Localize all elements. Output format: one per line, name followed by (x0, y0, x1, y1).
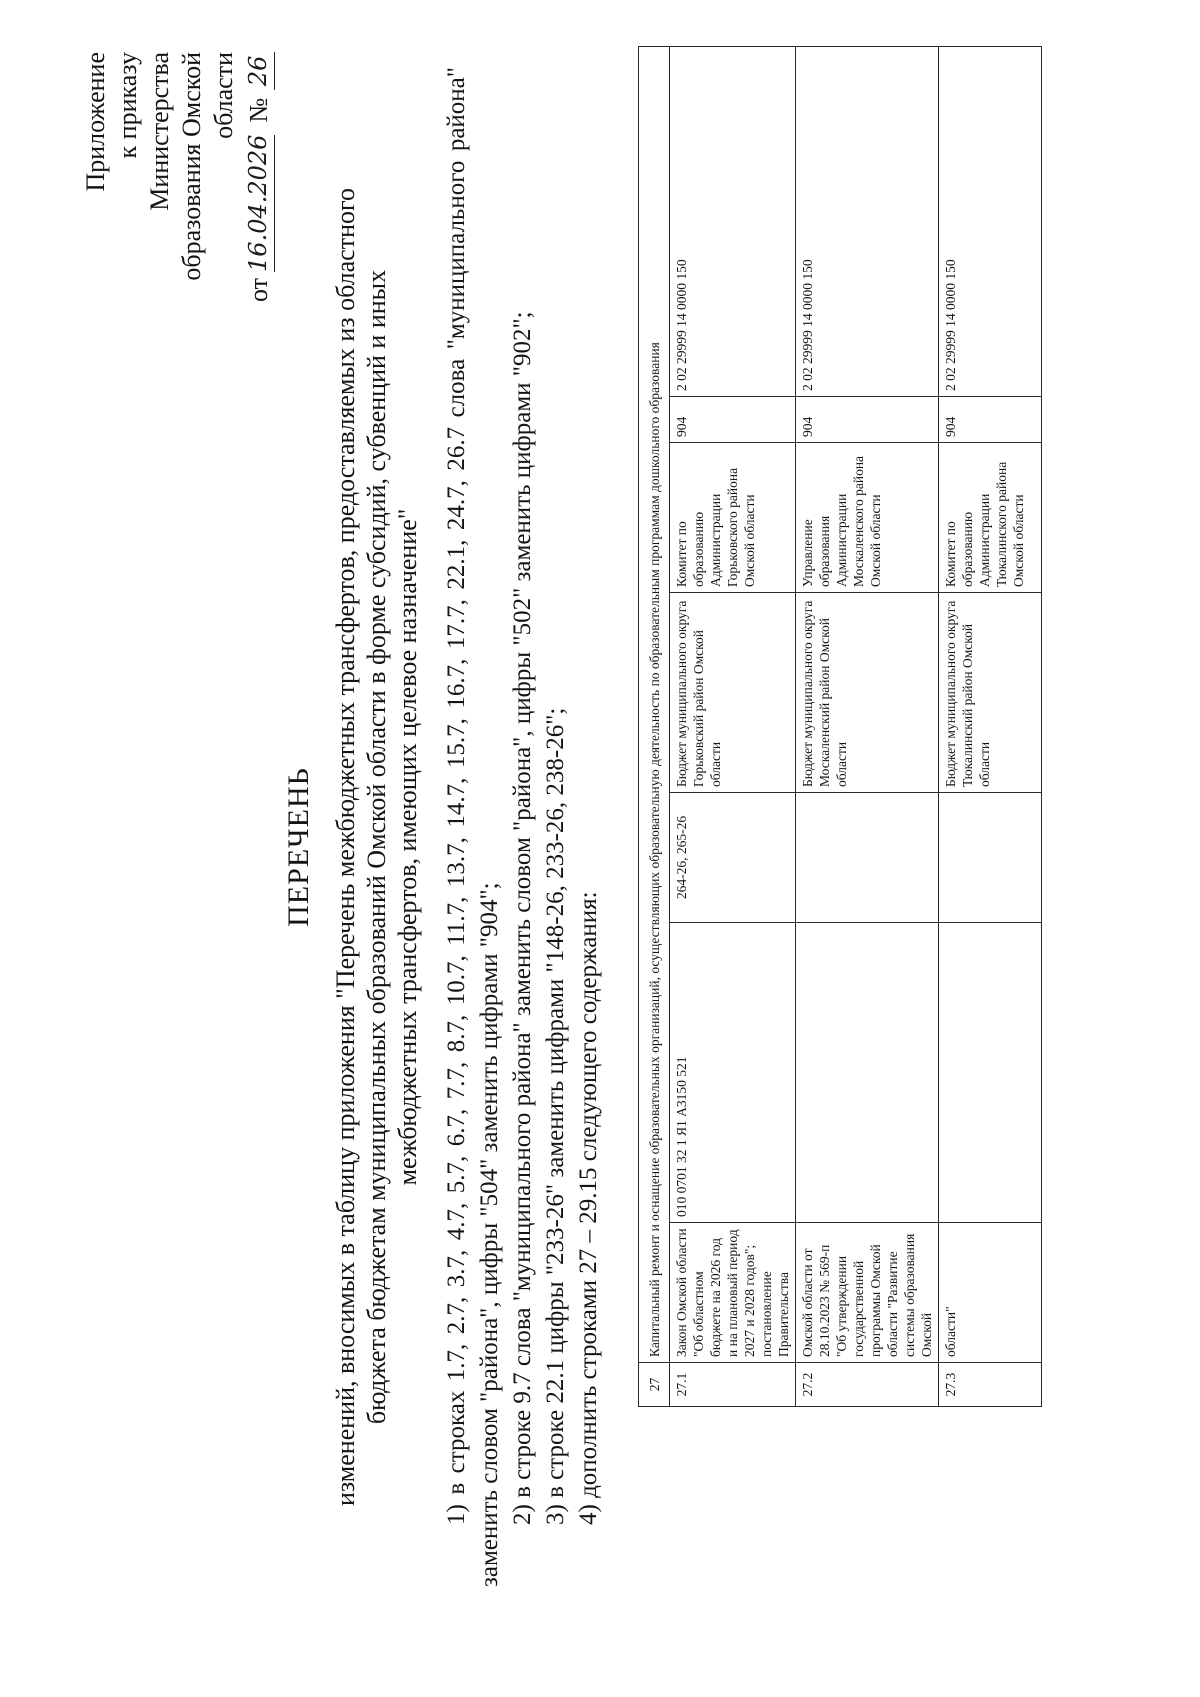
subtitle-line-2: бюджета бюджетам муниципальных образований Омской области в форме субсидий, субвенций и иных (362, 269, 391, 1425)
grbs-code: 904 (939, 397, 1042, 443)
table-section-row (639, 46, 670, 1406)
transfers-table (638, 46, 1042, 1407)
item-2: 2) в строке 9.7 слова "муниципального района" заменить словом "района", цифры "502" заменить цифрами "902"; (509, 311, 536, 1525)
handwritten-date: 16.04.2026 (242, 135, 275, 272)
administrator: Управление образования Администрации Москаленского района Омской области (796, 443, 939, 593)
document-subtitle (330, 107, 423, 1587)
change-items (440, 67, 605, 1587)
income-code: 2 02 29999 14 0000 150 (796, 46, 939, 396)
appendix-order-line: к приказу Министерства (113, 52, 174, 211)
subtitle-line-1: изменений, вносимых в таблицу приложения "Перечень межбюджетных трансфертов, предоставляемых из областного (331, 188, 360, 1507)
administrator: Комитет по образованию Администрации Горьковского района Омской области (670, 443, 796, 593)
document-title: ПЕРЕЧЕНЬ (282, 767, 315, 927)
budget-classification-code (796, 923, 939, 1223)
purpose-codes (939, 793, 1042, 923)
legal-basis: Закон Омской области "Об областном бюджете на 2026 год и на плановый период 2027 и 2028 годов"; постановление Правительства (670, 1223, 796, 1363)
item-1: 1) в строках 1.7, 2.7, 3.7, 4.7, 5.7, 6.7, 7.7, 8.7, 10.7, 11.7, 13.7, 14.7, 15.7, 16.7, 17.7, 22.1, 24.7, 26.7 слова "муниципального района" заменить словом "района", цифры "504" заменить цифрами "904"; (443, 67, 503, 1587)
handwritten-number: 26 (242, 52, 275, 90)
item-3: 3) в строке 22.1 цифры "233-26" заменить цифрами "148-26, 233-26, 238-26"; (542, 707, 569, 1525)
purpose-codes (796, 793, 939, 923)
recipient-budget: Бюджет муниципального округа Москаленский район Омской области (796, 593, 939, 793)
administrator: Комитет по образованию Администрации Тюкалинского района Омской области (939, 443, 1042, 593)
appendix-label: Приложение (81, 52, 110, 192)
table-row (939, 46, 1042, 1406)
number-label: № (244, 97, 273, 123)
section-title: Капитальный ремонт и оснащение образовательных организаций, осуществляющих образовательную деятельность по образовательным программам дошкольного образования (639, 46, 670, 1362)
order-date-number-line (242, 52, 275, 302)
table-row (796, 46, 939, 1406)
subtitle-line-3: межбюджетных трансфертов, имеющих целевое назначение" (393, 508, 422, 1186)
income-code: 2 02 29999 14 0000 150 (670, 46, 796, 396)
budget-classification-code: 010 0701 32 1 Я1 А3150 521 (670, 923, 796, 1223)
appendix-ministry-line: образования Омской области (177, 52, 238, 281)
legal-basis: Омской области от 28.10.2023 № 569-п "Об утверждении государственной программы Омской области "Развитие системы образования Омской (796, 1223, 939, 1363)
purpose-codes: 264-26, 265-26 (670, 793, 796, 923)
section-number: 27 (639, 1363, 670, 1407)
grbs-code: 904 (670, 397, 796, 443)
income-code: 2 02 29999 14 0000 150 (939, 46, 1042, 396)
budget-classification-code (939, 923, 1042, 1223)
row-number: 27.2 (796, 1363, 939, 1407)
legal-basis: области" (939, 1223, 1042, 1363)
table-row (670, 46, 796, 1406)
row-number: 27.3 (939, 1363, 1042, 1407)
grbs-code: 904 (796, 397, 939, 443)
item-4: 4) дополнить строками 27 – 29.15 следующего содержания: (575, 891, 602, 1525)
recipient-budget: Бюджет муниципального округа Тюкалинский район Омской области (939, 593, 1042, 793)
row-number: 27.1 (670, 1363, 796, 1407)
appendix-header (80, 52, 275, 302)
recipient-budget: Бюджет муниципального округа Горьковский район Омской области (670, 593, 796, 793)
from-label: от (244, 277, 273, 302)
